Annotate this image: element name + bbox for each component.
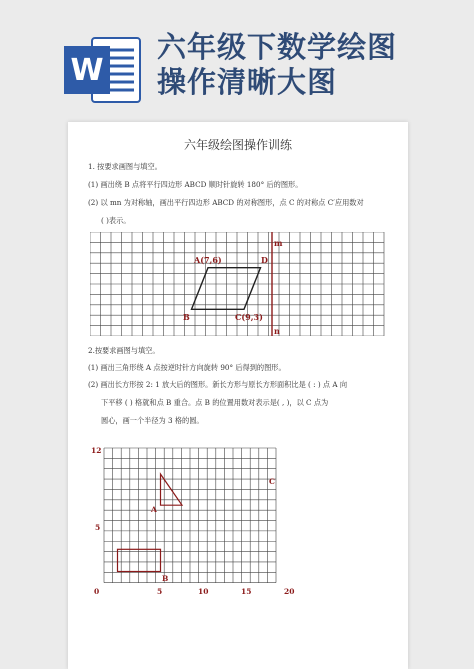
q1-item2-line1: (2) 以 mn 为对称轴，画出平行四边形 ABCD 的对称图形，点 C 的对称点 C′应用数对 [88, 198, 364, 207]
q2-item2-line1: (2) 画出长方形按 2: 1 放大后的图形。新长方形与原长方形面积比是 ( : ) 点 A 向 [88, 380, 348, 389]
label-c: C [269, 477, 275, 486]
grid-2 [90, 440, 340, 598]
label-b: B [162, 574, 169, 583]
q2-heading: 2.按要求画图与填空。 [88, 346, 160, 355]
x-tick-20: 20 [284, 587, 295, 596]
banner-title [157, 30, 467, 100]
q2-item2-line3: 圆心，画一个半径为 3 格的圆。 [101, 416, 204, 425]
rectangle [118, 549, 161, 571]
document-title: 六年级绘图操作训练 [183, 138, 292, 152]
banner-title-line2: 操作清晰大图 [157, 65, 338, 99]
q1-item2-line2: ( )表示。 [101, 216, 131, 225]
document-page [68, 122, 408, 669]
label-b: B [183, 312, 190, 322]
label-d: D [261, 255, 268, 265]
y-tick-12: 12 [91, 446, 102, 455]
q2-item1: (1) 画出三角形绕 A 点按逆时针方向旋转 90° 后得到的图形。 [88, 363, 286, 372]
x-tick-0: 0 [94, 587, 100, 596]
x-tick-10: 10 [198, 587, 209, 596]
banner [0, 0, 474, 125]
word-document-icon [62, 34, 144, 106]
label-m: m [274, 238, 283, 248]
grid-1 [90, 232, 390, 336]
svg-text:W: W [70, 53, 104, 88]
q1-item1: (1) 画出绕 B 点将平行四边形 ABCD 顺时针旋转 180° 后的图形。 [88, 180, 303, 189]
q1-heading: 1. 按要求画图与填空。 [88, 162, 162, 171]
label-c: C(9,3) [235, 312, 263, 322]
x-tick-15: 15 [241, 587, 252, 596]
y-tick-5: 5 [95, 523, 101, 532]
label-a: A [151, 505, 157, 514]
label-n: n [274, 326, 280, 336]
label-a: A(7,6) [194, 255, 222, 265]
parallelogram-abcd [192, 268, 261, 310]
q2-item2-line2: 下平移 ( ) 格就和点 B 重合。点 B 的位置用数对表示是( , )，以 C 点为 [101, 398, 329, 407]
x-tick-5: 5 [157, 587, 163, 596]
banner-title-line1: 六年级下数学绘图 [157, 30, 398, 64]
